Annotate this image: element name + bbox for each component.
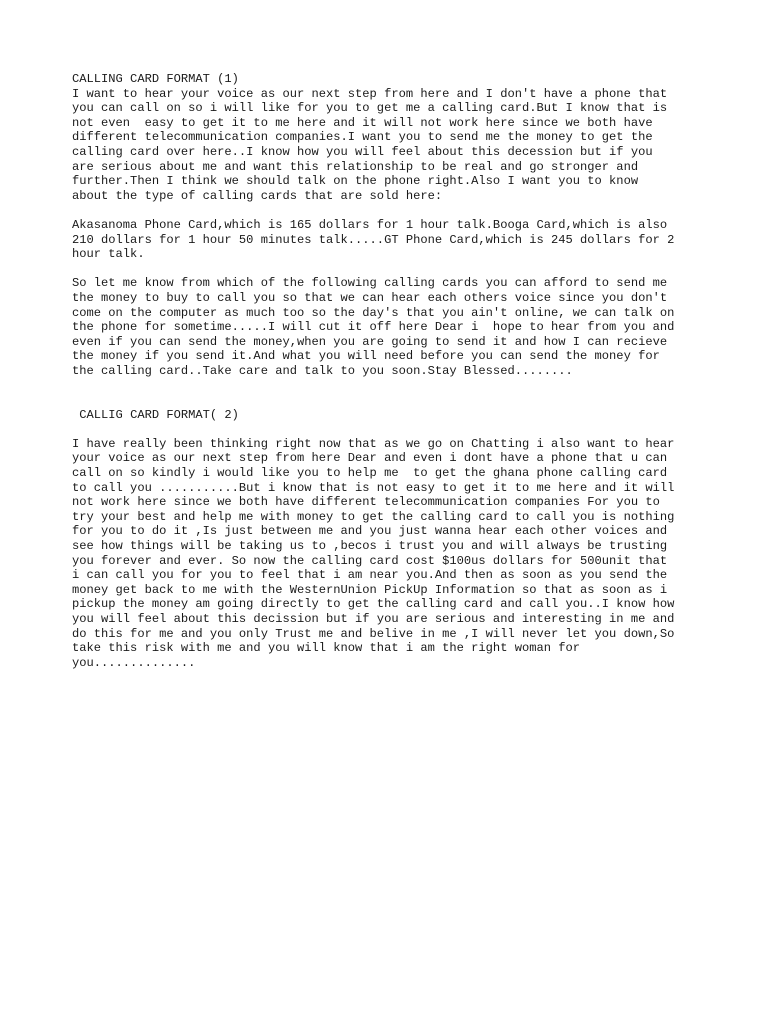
document-page	[72, 72, 712, 670]
format-1-paragraph-2: Akasanoma Phone Card,which is 165 dollars for 1 hour talk.Booga Card,which is also 210 dollars for 1 hour 50 minutes talk.....GT Phone Card,which is 245 dollars for 2 hour talk.	[72, 217, 675, 262]
calling-card-format-2	[72, 408, 712, 671]
format-2-title: CALLIG CARD FORMAT( 2)	[72, 407, 239, 422]
format-1-paragraph-1: I want to hear your voice as our next step from here and I don't have a phone that you can call on so i will like for you to get me a calling card.But I know that is not even easy to get it to me here and it will not work here since we both have different telecommunication companies.I want you to send me the money to get the calling card over here..I know how you will feel about this decession but if you are serious about me and want this relationship to be real and go stronger and further.Then I think we should talk on the phone right.Also I want you to know about the type of calling cards that are sold here:	[72, 86, 668, 203]
format-1-title: CALLING CARD FORMAT (1)	[72, 72, 239, 86]
format-1-paragraph-3: So let me know from which of the following calling cards you can afford to send me the money to buy to call you so that we can hear each others voice since you don't come on the computer as much too so the day's that you ain't online, we can talk on the phone for sometime.....I will cut it off here Dear i hope to hear from you and even if you can send the money,when you are going to send it and how I can recieve the money if you send it.And what you will need before you can send the money for the calling card..Take care and talk to you soon.Stay Blessed........	[72, 276, 675, 378]
format-2-paragraph-1: I have really been thinking right now that as we go on Chatting i also want to hear your voice as our next step from here Dear and even i dont have a phone that u can call on so kindly i would like you to help me to get the ghana phone calling card to call you ...........But i know that is not easy to get it to me here and it will not work here since we both have different telecommunication companies For you to try your best and help me with money to get the calling card to call you is nothing for you to do it ,Is just between me and you just wanna hear each other voices and see how things will be taking us to ,becos i trust you and will always be trusting you forever and ever. So now the calling card cost $100us dollars for 500unit that i can call you for you to feel that i am near you.And then as soon as you send the money get back to me with the WesternUnion PickUp Information so that as soon as i pickup the money am going directly to get the calling card and call you..I know how you will feel about this decission but if you are serious and interesting in me and do this for me and you only Trust me and belive in me ,I will never let you down,So take this risk with me and you will know that i am the right woman for you..............	[72, 436, 675, 670]
calling-card-format-1	[72, 72, 712, 378]
